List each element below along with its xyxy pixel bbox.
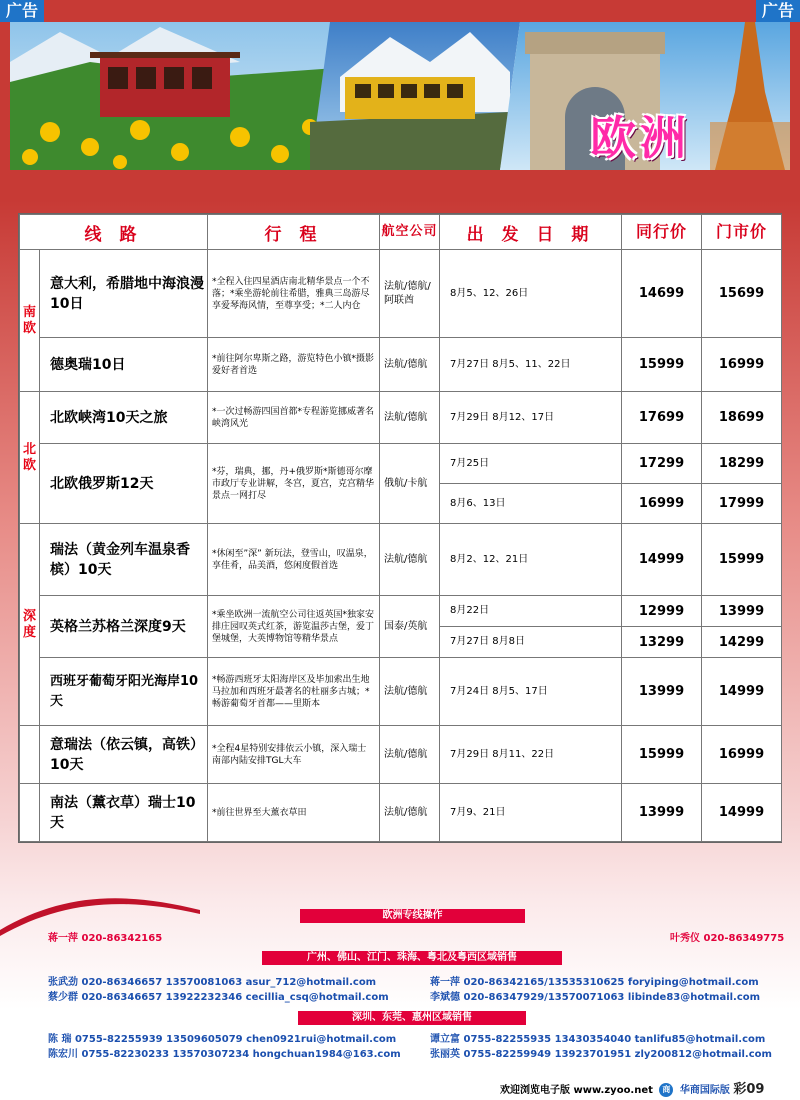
table-row bbox=[20, 726, 782, 784]
table-header-row bbox=[20, 215, 782, 250]
retail-price: 14999 bbox=[702, 784, 782, 842]
table-row bbox=[20, 784, 782, 842]
itinerary-text: *畅游西班牙太阳海岸区及毕加索出生地马拉加和西班牙最著名的杜丽多古城；*畅游葡萄牙首都——里斯本 bbox=[208, 658, 380, 726]
trade-price: 17699 bbox=[622, 392, 702, 444]
contacts-footer bbox=[0, 895, 800, 1075]
route-name: 意瑞法（依云镇，高铁）10天 bbox=[40, 726, 208, 784]
airline-text: 俄航/卡航 bbox=[380, 444, 440, 524]
region-empty bbox=[20, 784, 40, 842]
contact-line: 蒋一萍 020-86342165/13535310625 foryiping@hotmail.com bbox=[430, 977, 759, 988]
section-title-guangzhou: 广州、佛山、江门、珠海、粤北及粤西区域销售 bbox=[262, 951, 562, 965]
trade-price: 12999 bbox=[622, 596, 702, 627]
bottom-text: 欢迎浏览电子版 www.zyoo.net bbox=[500, 1085, 653, 1096]
departure-dates: 8月6、13日 bbox=[440, 484, 622, 524]
departure-dates: 7月29日 8月11、22日 bbox=[440, 726, 622, 784]
airline-text: 法航/德航 bbox=[380, 726, 440, 784]
header-itinerary: 行 程 bbox=[208, 215, 380, 250]
contact-line: 谭立富 0755-82255935 13430354040 tanlifu85@hotmail.com bbox=[430, 1034, 766, 1045]
route-name: 瑞法（黄金列车温泉香槟）10天 bbox=[40, 524, 208, 596]
ad-label-left: 广告 bbox=[0, 0, 44, 22]
route-name: 英格兰苏格兰深度9天 bbox=[40, 596, 208, 658]
retail-price: 18699 bbox=[702, 392, 782, 444]
airline-text: 国泰/英航 bbox=[380, 596, 440, 658]
brand-name: 华商国际版 bbox=[679, 1085, 730, 1096]
brand-logo-icon: 商 bbox=[659, 1083, 673, 1097]
bottom-info bbox=[500, 1078, 764, 1097]
table-row bbox=[20, 250, 782, 338]
contact-line: 张丽英 0755-82259949 13923701951 zly200812@hotmail.com bbox=[430, 1049, 772, 1060]
itinerary-text: *芬，瑞典，挪，丹+俄罗斯*斯德哥尔摩市政厅专业讲解，冬宫，夏宫，克宫精华景点一网打尽 bbox=[208, 444, 380, 524]
route-name: 北欧峡湾10天之旅 bbox=[40, 392, 208, 444]
trade-price: 15999 bbox=[622, 338, 702, 392]
page-number: 彩09 bbox=[733, 1082, 765, 1097]
itinerary-text: *全程入住四星酒店南北精华景点一个不落；*乘坐游轮前往希腊，雅典三岛游尽享爱琴海风情，至尊享受；*二人内仓 bbox=[208, 250, 380, 338]
departure-dates: 7月27日 8月5、11、22日 bbox=[440, 338, 622, 392]
trade-price: 16999 bbox=[622, 484, 702, 524]
departure-dates: 8月22日 bbox=[440, 596, 622, 627]
route-name: 德奥瑞10日 bbox=[40, 338, 208, 392]
header-airline: 航空公司 bbox=[380, 215, 440, 250]
retail-price: 15699 bbox=[702, 250, 782, 338]
route-name: 北欧俄罗斯12天 bbox=[40, 444, 208, 524]
retail-price: 16999 bbox=[702, 338, 782, 392]
airline-text: 法航/德航 bbox=[380, 338, 440, 392]
airline-text: 法航/德航 bbox=[380, 524, 440, 596]
departure-dates: 8月2、12、21日 bbox=[440, 524, 622, 596]
departure-dates: 7月9、21日 bbox=[440, 784, 622, 842]
retail-price: 14299 bbox=[702, 627, 782, 658]
contact-line: 陈宏川 0755-82230233 13570307234 hongchuan1984@163.com bbox=[48, 1049, 401, 1060]
section-title-operations: 欧洲专线操作 bbox=[300, 909, 525, 923]
section-title-shenzhen: 深圳、东莞、惠州区域销售 bbox=[298, 1011, 526, 1025]
airline-text: 法航/德航/阿联酋 bbox=[380, 250, 440, 338]
table-row bbox=[20, 444, 782, 484]
route-name: 意大利，希腊地中海浪漫10日 bbox=[40, 250, 208, 338]
departure-dates: 7月27日 8月8日 bbox=[440, 627, 622, 658]
region-empty bbox=[20, 726, 40, 784]
retail-price: 17999 bbox=[702, 484, 782, 524]
region-deep: 深度 bbox=[20, 524, 40, 726]
banner-title: 欧洲 bbox=[590, 111, 690, 165]
departure-dates: 7月24日 8月5、17日 bbox=[440, 658, 622, 726]
trade-price: 13299 bbox=[622, 627, 702, 658]
ad-label-right: 广告 bbox=[756, 0, 800, 22]
departure-dates: 7月25日 bbox=[440, 444, 622, 484]
table-row bbox=[20, 596, 782, 627]
trade-price: 13999 bbox=[622, 784, 702, 842]
airline-text: 法航/德航 bbox=[380, 784, 440, 842]
tour-price-table bbox=[18, 213, 782, 843]
airline-text: 法航/德航 bbox=[380, 658, 440, 726]
operator-left: 蒋一萍 020-86342165 bbox=[48, 933, 163, 944]
retail-price: 14999 bbox=[702, 658, 782, 726]
retail-price: 15999 bbox=[702, 524, 782, 596]
itinerary-text: *乘坐欧洲一流航空公司往返英国*独家安排庄园叹英式红茶，游览温莎古堡，爱丁堡城堡，大英博物馆等精华景点 bbox=[208, 596, 380, 658]
itinerary-text: *前往阿尔卑斯之路，游览特色小镇*摄影爱好者首选 bbox=[208, 338, 380, 392]
departure-dates: 8月5、12、26日 bbox=[440, 250, 622, 338]
banner bbox=[10, 22, 790, 170]
region-south: 南欧 bbox=[20, 250, 40, 392]
departure-dates: 7月29日 8月12、17日 bbox=[440, 392, 622, 444]
table-row bbox=[20, 392, 782, 444]
route-name: 西班牙葡萄牙阳光海岸10天 bbox=[40, 658, 208, 726]
airline-text: 法航/德航 bbox=[380, 392, 440, 444]
table-row bbox=[20, 524, 782, 596]
contact-line: 陈 瑞 0755-82255939 13509605079 chen0921rui@hotmail.com bbox=[48, 1034, 397, 1045]
trade-price: 15999 bbox=[622, 726, 702, 784]
header-trade-price: 同行价 bbox=[622, 215, 702, 250]
table-row bbox=[20, 338, 782, 392]
itinerary-text: *全程4星特别安排依云小镇，深入瑞士南部内陆安排TGL大车 bbox=[208, 726, 380, 784]
contact-line: 李斌德 020-86347929/13570071063 libinde83@hotmail.com bbox=[430, 992, 761, 1003]
retail-price: 16999 bbox=[702, 726, 782, 784]
contact-line: 张武劲 020-86346657 13570081063 asur_712@hotmail.com bbox=[48, 977, 377, 988]
operator-right: 叶秀仪 020-86349775 bbox=[670, 933, 785, 944]
trade-price: 17299 bbox=[622, 444, 702, 484]
header-retail-price: 门市价 bbox=[702, 215, 782, 250]
route-name: 南法（薰衣草）瑞士10天 bbox=[40, 784, 208, 842]
itinerary-text: *一次过畅游四国首都*专程游览挪威著名峡湾风光 bbox=[208, 392, 380, 444]
region-north: 北欧 bbox=[20, 392, 40, 524]
retail-price: 13999 bbox=[702, 596, 782, 627]
table-row bbox=[20, 658, 782, 726]
retail-price: 18299 bbox=[702, 444, 782, 484]
header-route: 线 路 bbox=[20, 215, 208, 250]
trade-price: 14999 bbox=[622, 524, 702, 596]
header-dates: 出 发 日 期 bbox=[440, 215, 622, 250]
trade-price: 13999 bbox=[622, 658, 702, 726]
trade-price: 14699 bbox=[622, 250, 702, 338]
itinerary-text: *休闲至”深” 新玩法，登雪山，叹温泉，享佳肴，品美酒，悠闲度假首选 bbox=[208, 524, 380, 596]
itinerary-text: *前往世界至大薰衣草田 bbox=[208, 784, 380, 842]
contact-line: 蔡少群 020-86346657 13922232346 cecillia_csq@hotmail.com bbox=[48, 992, 389, 1003]
